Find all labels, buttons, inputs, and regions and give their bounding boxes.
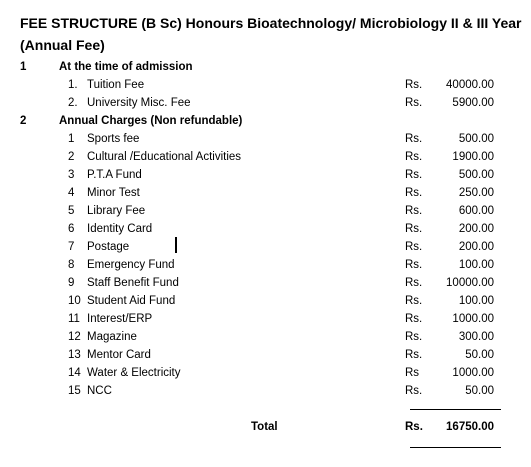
section-header-row bbox=[0, 112, 531, 130]
fee-row bbox=[0, 310, 531, 328]
item-currency: Rs. bbox=[405, 241, 423, 253]
item-currency: Rs. bbox=[405, 349, 423, 361]
item-name: Staff Benefit Fund bbox=[87, 277, 179, 289]
fee-row bbox=[0, 130, 531, 148]
item-name: Emergency Fund bbox=[87, 259, 175, 271]
item-number: 4 bbox=[68, 187, 75, 199]
item-number: 8 bbox=[68, 259, 75, 271]
section-heading: Annual Charges (Non refundable) bbox=[59, 115, 243, 127]
item-name: Mentor Card bbox=[87, 349, 151, 361]
fee-row bbox=[0, 364, 531, 382]
fee-row bbox=[0, 256, 531, 274]
item-number: 7 bbox=[68, 241, 75, 253]
item-amount: 1000.00 bbox=[452, 367, 494, 379]
item-name: University Misc. Fee bbox=[87, 97, 191, 109]
fee-row bbox=[0, 94, 531, 112]
fee-row bbox=[0, 220, 531, 238]
item-currency: Rs. bbox=[405, 97, 423, 109]
item-name: Tuition Fee bbox=[87, 79, 145, 91]
item-number: 12 bbox=[68, 331, 81, 343]
total-rule-top bbox=[410, 409, 501, 410]
item-name: Postage bbox=[87, 241, 130, 253]
item-currency: Rs. bbox=[405, 133, 423, 145]
fee-row bbox=[0, 166, 531, 184]
item-currency: Rs. bbox=[405, 295, 423, 307]
item-amount: 600.00 bbox=[458, 205, 494, 217]
fee-row bbox=[0, 274, 531, 292]
item-currency: Rs. bbox=[405, 385, 423, 397]
section-number: 2 bbox=[20, 115, 27, 127]
item-name: Student Aid Fund bbox=[87, 295, 176, 307]
item-amount: 500.00 bbox=[458, 133, 494, 145]
item-name: Water & Electricity bbox=[87, 367, 181, 379]
item-currency: Rs. bbox=[405, 223, 423, 235]
fee-row bbox=[0, 346, 531, 364]
item-currency: Rs. bbox=[405, 151, 423, 163]
item-amount: 300.00 bbox=[458, 331, 494, 343]
item-currency: Rs. bbox=[405, 259, 423, 271]
section-number: 1 bbox=[20, 61, 27, 73]
section-header-row bbox=[0, 58, 531, 76]
item-name: Cultural /Educational Activities bbox=[87, 151, 242, 163]
item-amount: 100.00 bbox=[458, 295, 494, 307]
total-row bbox=[0, 418, 531, 436]
fee-row bbox=[0, 292, 531, 310]
item-number: 2. bbox=[68, 97, 78, 109]
item-name: P.T.A Fund bbox=[87, 169, 142, 181]
item-amount: 200.00 bbox=[458, 223, 494, 235]
item-name: Magazine bbox=[87, 331, 137, 343]
fee-row bbox=[0, 238, 531, 256]
item-currency: Rs bbox=[405, 367, 420, 379]
document-title: FEE STRUCTURE (B Sc) Honours Bioatechnology/ Microbiology II & III Year bbox=[20, 15, 522, 31]
fee-row bbox=[0, 328, 531, 346]
item-number: 3 bbox=[68, 169, 75, 181]
fee-row bbox=[0, 148, 531, 166]
item-number: 13 bbox=[68, 349, 81, 361]
item-name: Minor Test bbox=[87, 187, 140, 199]
fee-row bbox=[0, 202, 531, 220]
item-amount: 50.00 bbox=[465, 385, 494, 397]
item-name: Library Fee bbox=[87, 205, 146, 217]
item-currency: Rs. bbox=[405, 169, 423, 181]
item-number: 11 bbox=[68, 313, 80, 325]
item-amount: 250.00 bbox=[458, 187, 494, 199]
item-number: 2 bbox=[68, 151, 75, 163]
fee-row bbox=[0, 76, 531, 94]
document-subtitle: (Annual Fee) bbox=[20, 37, 105, 53]
item-number: 10 bbox=[68, 295, 81, 307]
item-currency: Rs. bbox=[405, 313, 423, 325]
item-amount: 10000.00 bbox=[446, 277, 494, 289]
item-number: 1 bbox=[68, 133, 75, 145]
item-amount: 5900.00 bbox=[452, 97, 494, 109]
total-label: Total bbox=[251, 421, 278, 433]
total-amount: 16750.00 bbox=[446, 421, 494, 433]
item-currency: Rs. bbox=[405, 187, 423, 199]
item-currency: Rs. bbox=[405, 277, 423, 289]
total-rule-bottom bbox=[410, 447, 501, 448]
fee-row bbox=[0, 382, 531, 400]
item-number: 1. bbox=[68, 79, 78, 91]
item-amount: 1900.00 bbox=[452, 151, 494, 163]
item-amount: 200.00 bbox=[458, 241, 494, 253]
item-number: 14 bbox=[68, 367, 81, 379]
item-name: Interest/ERP bbox=[87, 313, 153, 325]
total-currency: Rs. bbox=[405, 421, 423, 433]
item-number: 9 bbox=[68, 277, 75, 289]
item-name: NCC bbox=[87, 385, 112, 397]
item-currency: Rs. bbox=[405, 205, 423, 217]
item-amount: 40000.00 bbox=[446, 79, 494, 91]
item-number: 5 bbox=[68, 205, 75, 217]
item-amount: 50.00 bbox=[465, 349, 494, 361]
item-currency: Rs. bbox=[405, 79, 423, 91]
section-heading: At the time of admission bbox=[59, 61, 193, 73]
item-amount: 1000.00 bbox=[452, 313, 494, 325]
text-cursor bbox=[175, 237, 177, 253]
item-name: Sports fee bbox=[87, 133, 140, 145]
item-amount: 100.00 bbox=[458, 259, 494, 271]
item-number: 6 bbox=[68, 223, 75, 235]
item-amount: 500.00 bbox=[458, 169, 494, 181]
item-name: Identity Card bbox=[87, 223, 153, 235]
fee-row bbox=[0, 184, 531, 202]
item-number: 15 bbox=[68, 385, 81, 397]
item-currency: Rs. bbox=[405, 331, 423, 343]
